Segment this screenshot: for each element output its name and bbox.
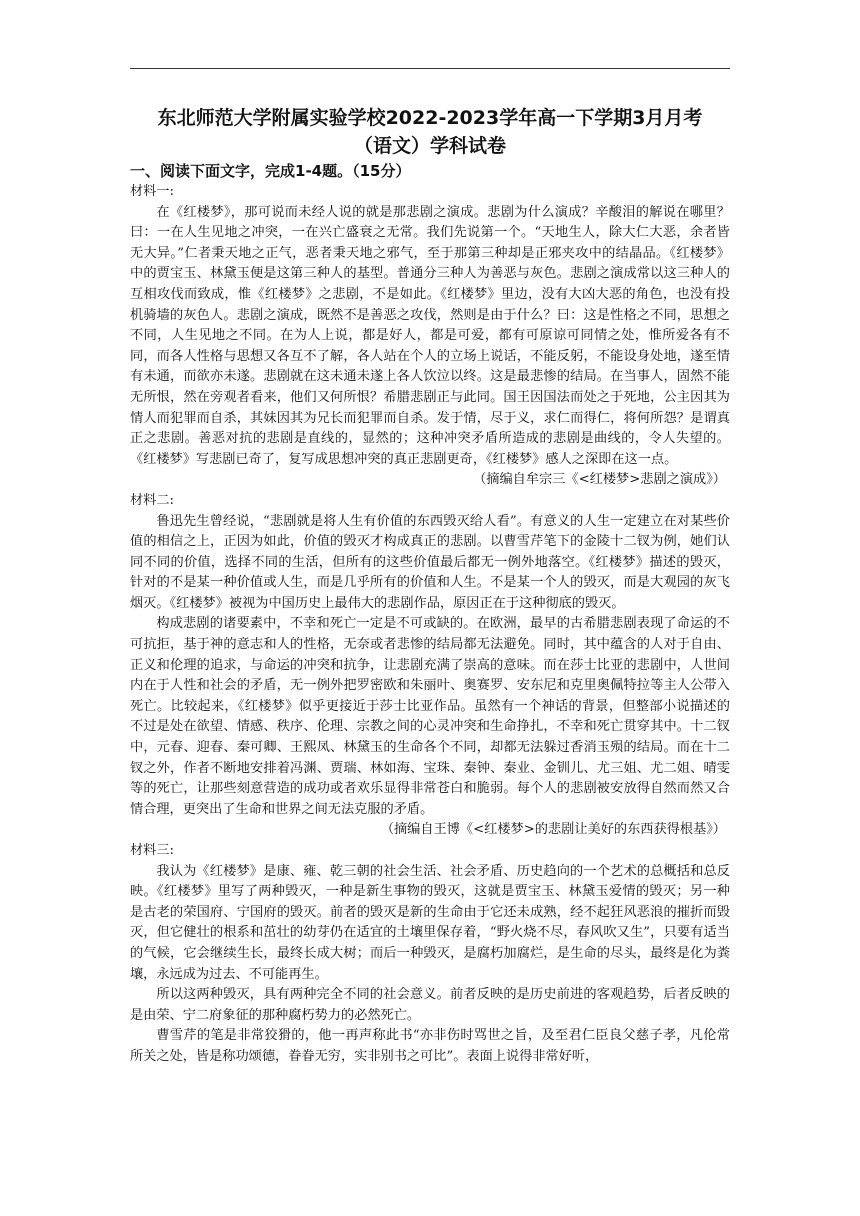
material1-label: 材料一: — [130, 184, 175, 199]
material3-label: 材料三: — [130, 843, 175, 858]
material1-paragraph: 在《红楼梦》，那可说而未经人说的就是那悲剧之演成。悲剧为什么演成？辛酸泪的解说在哪里？曰：一在人生见地之冲突，一在兴亡盛衰之无常。我们先说第一个。“天地生人，除大仁大恶，余者皆无大异。”仁者秉天地之正气，恶者秉天地之邪气，至于那第三种却是正邪夹攻中的结晶品。《红楼梦》中的贾宝玉、林黛玉便是这第三种人的基型。普通分三种人为善恶与灰色。悲剧之演成常以这三种人的互相攻伐而致成，惟《红楼梦》之悲剧，不是如此。《红楼梦》里边，没有大凶大恶的角色，也没有投机骑墙的灰色人。悲剧之演成，既然不是善恶之攻伐，然则是由于什么？曰：这是性格之不同，思想之不同，人生见地之不同。在为人上说，都是好人，都是可爱，都有可原谅可同情之处，惟所爱各有不同，而各人性格与思想又各互不了解，各人站在个人的立场上说话，不能反躬，不能设身处地，遂至情有未通，而欲亦未遂。悲剧就在这未通未遂上各人饮泣以终。这是最悲惨的结局。在当事人，固然不能无所恨，然在旁观者看来，他们又何所恨？希腊悲剧正与此同。国王因国法而处之于死地，公主因其为情人而犯罪而自杀，其妹因其为兄长而犯罪而自杀。发于情，尽于义，求仁而得仁，将何所怨？是谓真正之悲剧。善恶对抗的悲剧是直线的，显然的；这种冲突矛盾所造成的悲剧是曲线的，令人失望的。《红楼梦》写悲剧已奇了，复写成思想冲突的真正悲剧更奇，《红楼梦》感人之深即在这一点。 — [130, 204, 730, 467]
material3-paragraph: 所以这两种毁灭，具有两种完全不同的社会意义。前者反映的是历史前进的客观趋势，后者反映的是由荣、宁二府象征的那种腐朽势力的必然死亡。 — [130, 987, 730, 1023]
material1-source: （摘编自牟宗三《<红楼梦>悲剧之演成》） — [473, 472, 726, 488]
material2-paragraph: 鲁迅先生曾经说，“悲剧就是将人生有价值的东西毁灭给人看”。有意义的人生一定建立在对某些价值的相信之上，正因为如此，价值的毁灭才构成真正的悲剧。以曹雪芹笔下的金陵十二钗为例，她们认同不同的价值，选择不同的生活，但所有的这些价值最后都无一例外地落空。《红楼梦》描述的毁灭，针对的不是某一种价值或人生，而是几乎所有的价值和人生。不是某一个人的毁灭，而是大观园的灰飞烟灭。《红楼梦》被视为中国历史上最伟大的悲剧作品，原因正在于这种彻底的毁灭。 — [130, 513, 730, 611]
material2-label: 材料二: — [130, 492, 175, 508]
material3-paragraph: 曹雪芹的笔是非常狡猾的，他一再声称此书“亦非伤时骂世之旨，及至君仁臣良父慈子孝，凡伦常所关之处，皆是称功颂德，眷眷无穷，实非别书之可比”。表面上说得非常好听， — [130, 1028, 730, 1064]
exam-title-line2: （语文）学科试卷 — [353, 135, 506, 157]
material2-paragraph: 构成悲剧的诸要素中，不幸和死亡一定是不可或缺的。在欧洲，最早的古希腊悲剧表现了命运的不可抗拒，基于神的意志和人的性格，无奈或者悲惨的结局都无法避免。同时，其中蕴含的人对于自由、正义和伦理的追求，与命运的冲突和抗争，让悲剧充满了崇高的意味。而在莎士比亚的悲剧中，人世间内在于人性和社会的矛盾，无一例外把罗密欧和朱丽叶、奥赛罗、安东尼和克里奥佩特拉等主人公带入死亡。比较起来，《红楼梦》似乎更接近于莎士比亚作品。虽然有一个神话的背景，但整部小说描述的不过是处在欲望、情感、秩序、伦理、宗教之间的心灵冲突和生命挣扎，不幸和死亡贯穿其中。十二钗中，元春、迎春、秦可卿、王熙凤、林黛玉的生命各个不同，却都无法躲过香消玉殒的结局。而在十二钗之外，作者不断地安排着冯渊、贾瑞、林如海、宝珠、秦钟、秦业、金钏儿、尤三姐、尤二姐、晴雯等的死亡，让那些刻意营造的成功或者欢乐显得非常苍白和脆弱。每个人的悲剧被安放得自然而然又合情合理，更突出了生命和世界之间无法克服的矛盾。 — [130, 616, 730, 817]
material3-paragraph: 我认为《红楼梦》是康、雍、乾三朝的社会生活、社会矛盾、历史趋向的一个艺术的总概括和总反映。《红楼梦》里写了两种毁灭，一种是新生事物的毁灭，这就是贾宝玉、林黛玉爱情的毁灭；另一种是古老的荣国府、宁国府的毁灭。前者的毁灭是新的生命由于它还未成熟，经不起狂风恶浪的摧折而毁灭，但它健壮的根系和茁壮的幼芽仍在适宜的土壤里保存着，“野火烧不尽，春风吹又生”，只要有适当的气候，它会继续生长，最终长成大树；而后一种毁灭，是腐朽加腐烂，是生命的尽头，最终是化为粪壤，永远成为过去、不可能再生。 — [130, 863, 730, 982]
section-heading: 一、阅读下面文字，完成1-4题。（15分） — [130, 162, 411, 180]
header-rule — [130, 68, 730, 69]
material2-source: （摘编自王博《<红楼梦>的悲剧让美好的东西获得根基》） — [380, 822, 726, 838]
exam-title-line1: 东北师范大学附属实验学校2022-2023学年高一下学期3月月考 — [157, 107, 703, 129]
exam-content — [130, 160, 730, 1068]
